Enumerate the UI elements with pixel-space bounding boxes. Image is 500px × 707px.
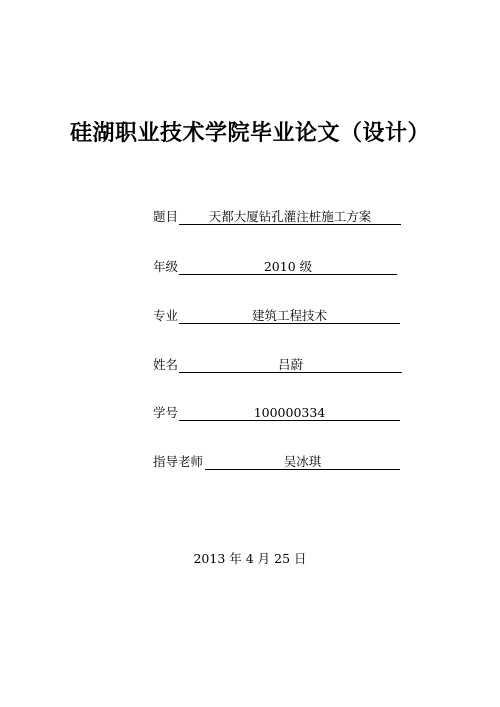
field-underline-advisor [205,453,400,470]
page-title: 硅湖职业技术学院毕业论文（设计） [69,121,430,146]
field-value-advisor: 吴冰琪 [283,454,322,469]
field-label-advisor: 指导老师 [153,454,204,469]
field-name [153,356,402,374]
field-topic [153,208,401,226]
submission-date: 2013 年 4 月 25 日 [193,551,307,566]
field-value-name: 吕蔚 [277,357,303,372]
field-student-id [153,404,400,422]
field-advisor [153,453,400,471]
field-underline-grade [179,258,397,275]
field-label-name: 姓名 [153,357,179,372]
field-value-major: 建筑工程技术 [251,308,327,323]
field-label-topic: 题目 [153,209,179,224]
field-underline-topic [179,208,401,225]
field-label-student-id: 学号 [153,405,179,420]
field-major [153,307,400,325]
field-value-topic: 天都大厦钻孔灌注桩施工方案 [208,209,372,224]
field-underline-major [179,307,400,324]
field-value-grade: 2010 级 [263,259,313,274]
field-value-student-id: 100000334 [253,405,326,420]
field-underline-name [179,356,402,373]
field-label-major: 专业 [153,308,179,323]
field-grade [153,258,397,276]
field-underline-student-id [179,404,400,421]
field-label-grade: 年级 [153,259,179,274]
